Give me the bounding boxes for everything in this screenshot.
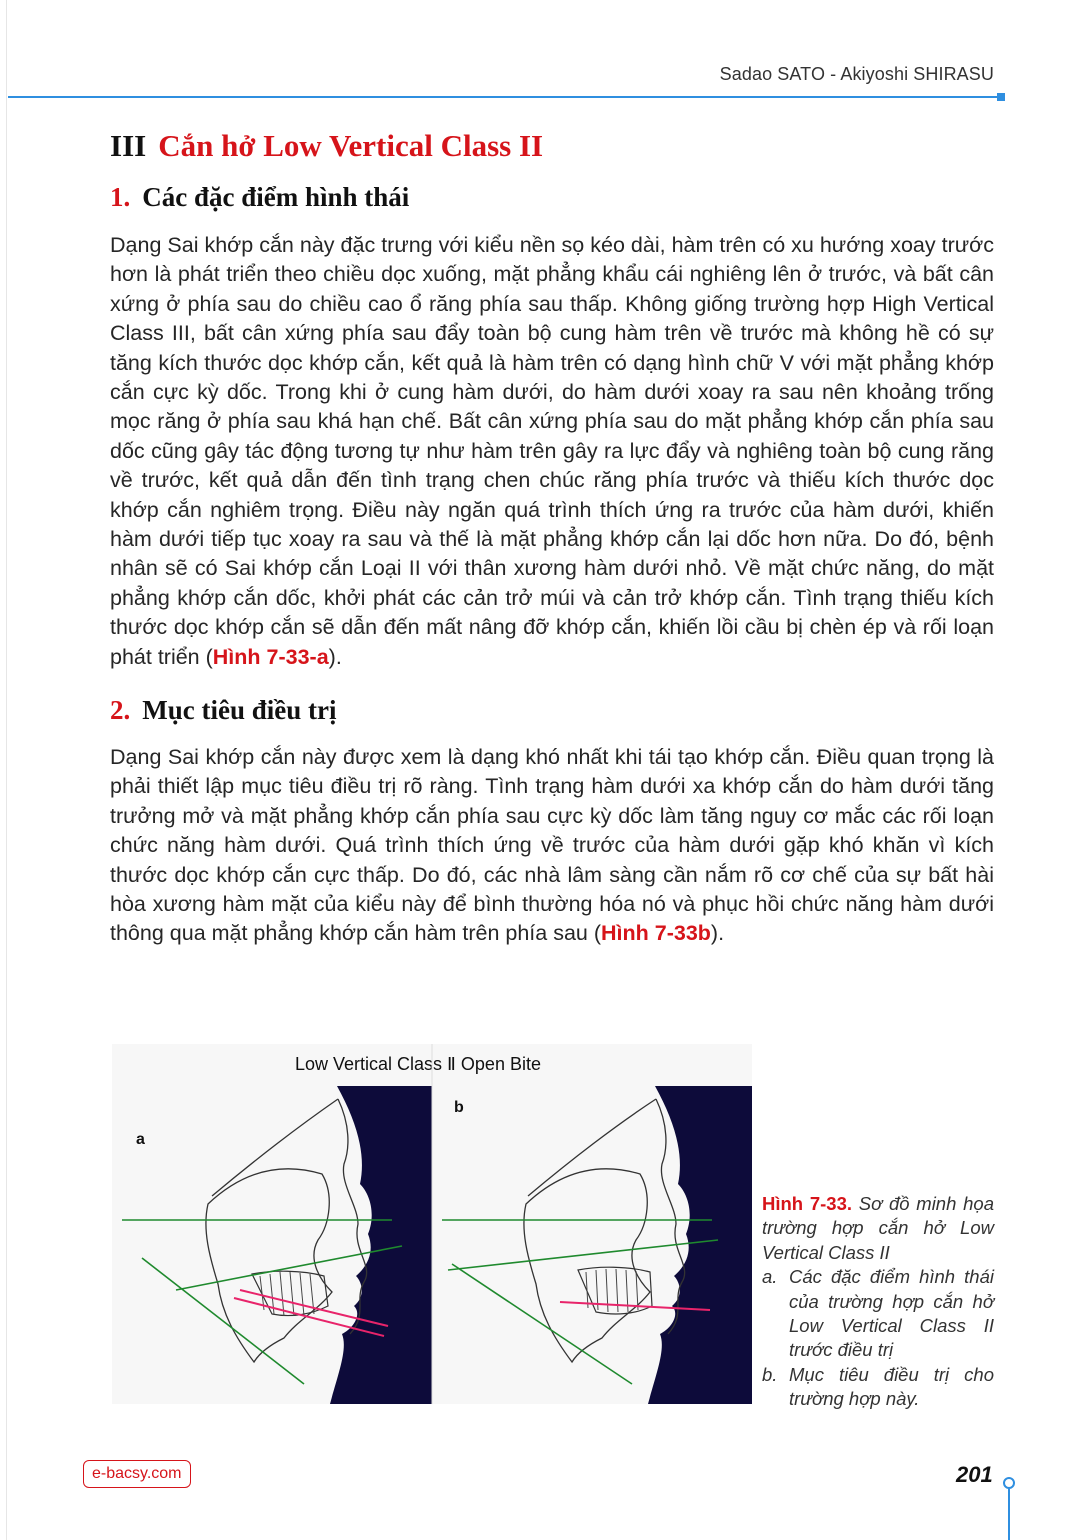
paragraph-tail: ).: [328, 644, 342, 669]
header-rule: [8, 96, 1002, 98]
figure-caption: [762, 1192, 994, 1412]
paragraph-tail: ).: [710, 921, 725, 946]
panel-label-b: b: [454, 1099, 464, 1116]
cephalometric-tracing: [112, 1044, 752, 1404]
header-author: Sadao SATO - Akiyoshi SHIRASU: [719, 64, 994, 84]
caption-item-text: Mục tiêu điều trị cho trường hợp này.: [789, 1363, 994, 1410]
figure-reference-link[interactable]: Hình 7-33-a: [212, 644, 329, 669]
page-number: 201: [956, 1462, 993, 1487]
section-title: [110, 128, 543, 164]
side-marker-line: [1008, 1484, 1010, 1540]
panel-label-a: a: [136, 1131, 145, 1148]
caption-item-text: Các đặc điểm hình thái của trường hợp cắn hở Low Vertical Class II trước điều trị: [789, 1266, 994, 1361]
caption-item-letter: a.: [762, 1266, 778, 1288]
subheading-number: 2.: [110, 695, 131, 725]
paragraph-treatment-goals: [110, 743, 994, 949]
page-edge: [6, 0, 7, 1540]
side-marker-dot: [1003, 1477, 1015, 1489]
figure-reference-link[interactable]: Hình 7-33b: [601, 921, 711, 946]
caption-title-text: Sơ đồ minh họa trường hợp cắn hở Low Vertical Class II: [762, 1193, 994, 1263]
subheading-morphology: [110, 182, 409, 213]
subheading-number: 1.: [110, 182, 131, 212]
caption-title: [762, 1192, 994, 1265]
paragraph-morphology: [110, 231, 994, 672]
header-rule-end: [997, 93, 1005, 101]
figure-title: Low Vertical Class Ⅱ Open Bite: [295, 1054, 541, 1074]
site-badge[interactable]: e-bacsy.com: [83, 1460, 191, 1488]
paragraph-text: Dạng Sai khớp cắn này đặc trưng với kiểu nền sọ kéo dài, hàm trên có xu hướng xoay trước hơn là phát triển theo chiều dọc xuống, mặt phẳng khẩu cái nghiêng lên ở trước, và bất cân xứng ở phía sau do chiều cao ổ răng phía sau thấp. Không giống trường hợp High Vertical Class III, bất cân xứng phía sau đẩy toàn bộ cung hàm trên về trước mà không hề có sự tăng kích thước dọc khớp cắn, kết quả là hàm trên có dạng hình chữ V với mặt phẳng khớp cắn cực kỳ dốc. Trong khi ở cung hàm dưới, do hàm dưới xoay ra sau nên khoảng trống mọc răng ở phía sau khá hạn chế. Bất cân xứng phía sau do mặt phẳng khớp cắn phía sau dốc cũng gây tác động tương tự như hàm trên gây ra lực đẩy và nghiêng toàn bộ cung răng về trước, kết quả dẫn đến tình trạng chen chúc răng phía trước và thiếu kích thước dọc khớp cắn nghiêm trọng. Điều này ngăn quá trình thích ứng ra trước của hàm dưới, khiến hàm dưới tiếp tục xoay ra sau và thế là mặt phẳng khớp cắn lại dốc hơn nữa. Do đó, bệnh nhân sẽ có Sai khớp cắn Loại II với thân xương hàm dưới nhỏ. Về mặt chức năng, do mặt phẳng khớp cắn dốc, khởi phát các cản trở múi và cản trở khớp cắn. Tình trạng thiếu kích thước dọc khớp cắn sẽ dẫn đến mất nâng đỡ khớp cắn, khiến lồi cầu bị chèn ép và rối loạn phát triển (: [110, 233, 994, 669]
section-title-text: Cắn hở Low Vertical Class II: [158, 128, 544, 163]
subheading-treatment-goals: [110, 695, 336, 726]
caption-item: [762, 1265, 994, 1363]
subheading-text: Mục tiêu điều trị: [142, 695, 337, 725]
subheading-text: Các đặc điểm hình thái: [142, 182, 410, 212]
section-number: III: [110, 128, 147, 163]
cephalometric-figure: [112, 1044, 752, 1404]
paragraph-text: Dạng Sai khớp cắn này được xem là dạng khó nhất khi tái tạo khớp cắn. Điều quan trọng là phải thiết lập mục tiêu điều trị rõ ràng. Tình trạng hàm dưới xa khớp cắn do hàm dưới tăng trưởng mở và mặt phẳng khớp cắn phía sau cực kỳ dốc làm tăng nguy cơ mắc các rối loạn chức năng hàm dưới. Quá trình thích ứng về trước của hàm dưới gặp khó khăn vì kích thước dọc khớp cắn cực thấp. Do đó, các nhà lâm sàng cần nắm rõ cơ chế của sự bất hài hòa xương hàm mặt của kiểu này để bình thường hóa nó và phục hồi chức năng hàm dưới thông qua mặt phẳng khớp cắn hàm trên phía sau (: [110, 745, 994, 946]
caption-item-letter: b.: [762, 1363, 778, 1385]
caption-label: Hình 7-33.: [762, 1193, 852, 1214]
caption-item: [762, 1363, 994, 1412]
